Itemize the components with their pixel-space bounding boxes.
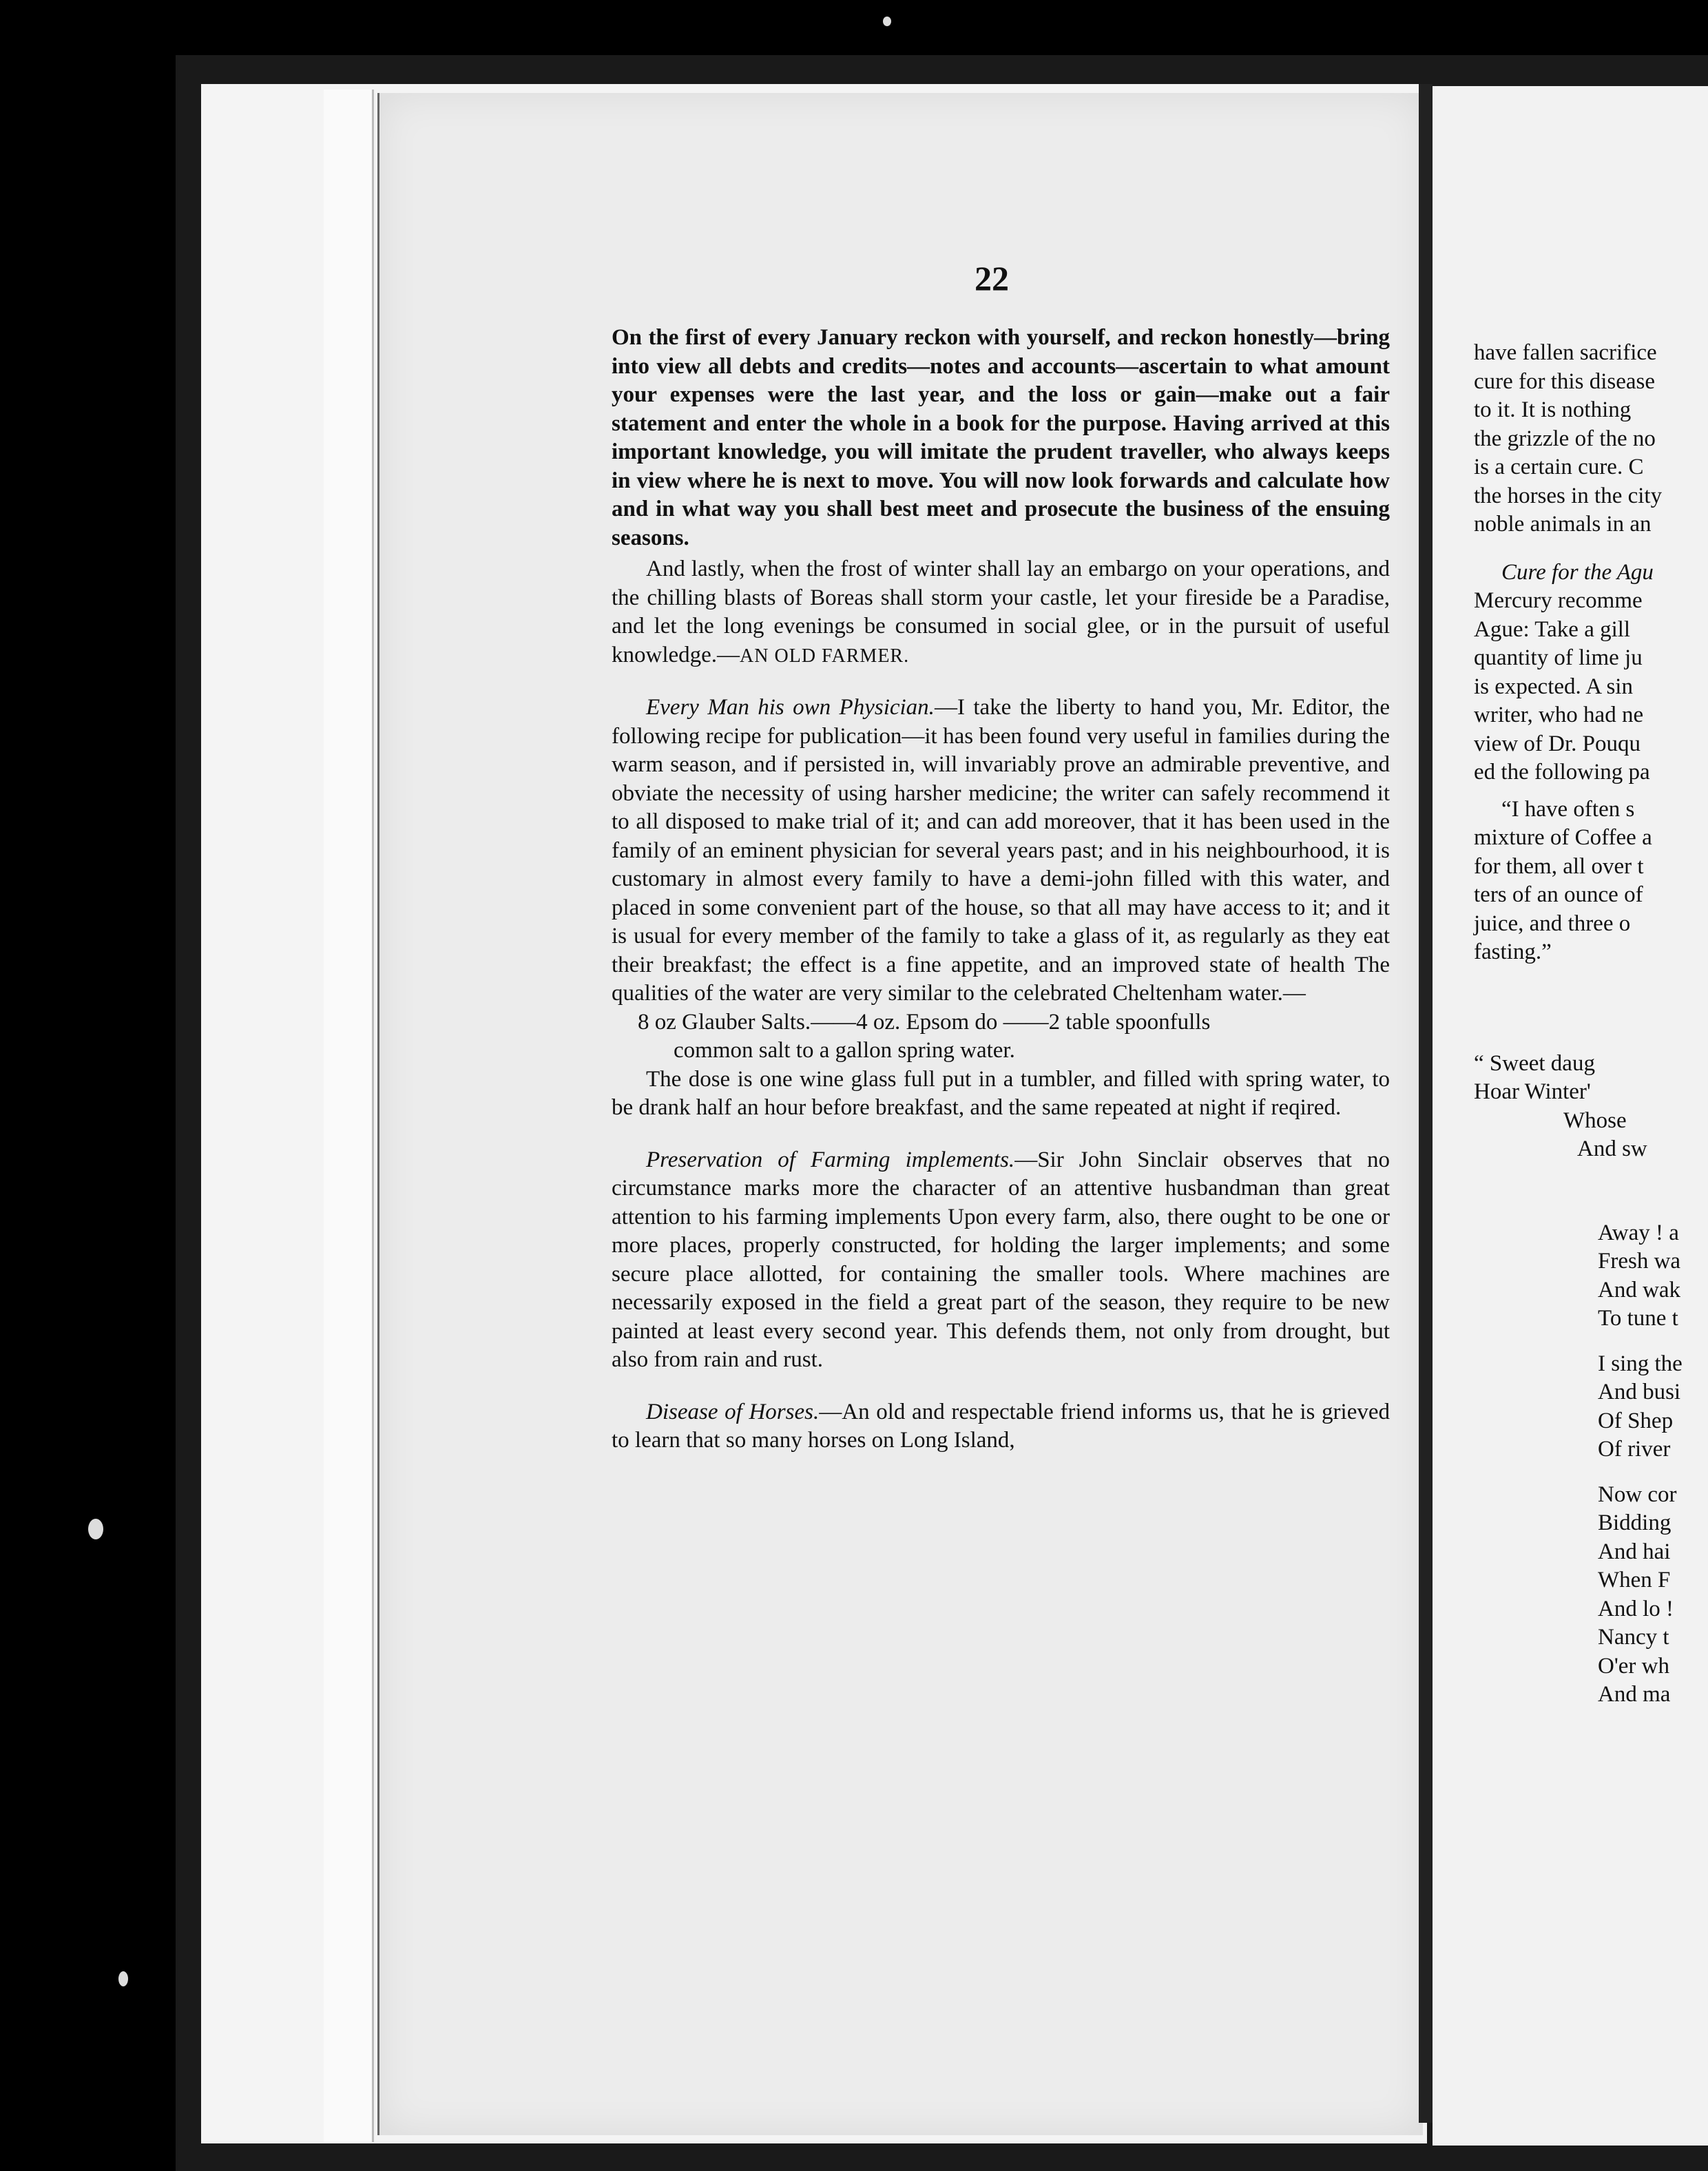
poem-line: Nancy t [1598,1625,1669,1650]
poem-line: To tune t [1598,1306,1678,1331]
poem-line: I sing the [1598,1351,1683,1376]
physician-heading: Every Man his own Physician. [646,695,935,720]
poem-line: Hoar Winter' [1474,1079,1591,1104]
text-line: “I have often s [1501,796,1635,822]
text-line: is a certain cure. C [1474,455,1644,479]
horses-section [612,1398,1390,1455]
scan-speck [883,17,891,26]
ague-heading: Cure for the Agu [1501,559,1654,585]
poem-line: Away ! a [1598,1220,1679,1245]
implements-section [612,1146,1390,1375]
lastly-paragraph [612,555,1390,670]
poem-line: “ Sweet daug [1474,1050,1595,1076]
implements-body: —Sir John Sinclair observes that no circumstance marks more the character of an attentive husbandman than great attention to his farming implements Upon every farm, also, there ought to be one or more places, properly constructed, for holding the larger implements; and some secure place allotted, for containing the smaller tools. Where machines are necessarily exposed in the field a great part of the season, they require to be new painted at least every second year. This defends them, not only from drought, but also from rain and rust. [612,1147,1390,1372]
poem-line: And sw [1577,1136,1647,1161]
page-edge-strip [324,90,374,2142]
right-column-text [1474,339,1708,1710]
dose-paragraph: The dose is one wine glass full put in a tumbler, and filled with spring water, to be drank half an hour before breakfast, and the same repeated at night if reqired. [612,1066,1390,1120]
poem-line: Fresh wa [1598,1249,1681,1274]
poem-stanza-1 [1474,1050,1708,1164]
horses-heading: Disease of Horses. [646,1399,820,1424]
physician-body: —I take the liberty to hand you, Mr. Editor, the following recipe for publication—it has been found very useful in families during the warm season, and if persisted in, will invariably prove an admirable preventive, and obviate the necessity of using harsher medicine; the writer can safely recommend it to all disposed to make trial of it; and can add moreover, that it has been used in the family of an eminent physician for several years past; and in his neighbourhood, it is customary in almost every family to have a demi-john filled with this water, and placed in some convenient part of the house, so that all may have access to it; and it is usual for every member of the family to take a glass of it, as regularly as they eat their breakfast; the effect is a fine appetite, and an improved state of health The qualities of the water are very similar to the celebrated Cheltenham water.— [612,695,1390,1006]
recipe-line-2: common salt to a gallon spring water. [674,1038,1015,1063]
text-line: ed the following pa [1474,760,1650,785]
poem-line: And hai [1598,1539,1671,1564]
poem-line: And busi [1598,1380,1681,1404]
text-line: the grizzle of the no [1474,426,1656,451]
book-gutter [1419,84,1433,2123]
poem-stanza-3 [1474,1350,1708,1464]
poem-stanza-2 [1474,1219,1708,1333]
recipe-line-1: 8 oz Glauber Salts.——4 oz. Epsom do ——2 table spoonfulls [638,1009,1211,1035]
text-line: writer, who had ne [1474,703,1644,727]
poem-line: And wak [1598,1277,1681,1302]
lastly-text: And lastly, when the frost of winter shall lay an embargo on your operations, and the chilling blasts of Boreas shall storm your castle, let your fireside be a Paradise, and let the long evenings be consumed in social glee, or in the pursuit of useful knowledge.— [612,557,1390,667]
text-line: fasting.” [1474,939,1552,964]
poem-line: O'er wh [1598,1653,1669,1679]
january-paragraph: On the first of every January reckon with yourself, and reckon honestly—bring into view all debts and credits—notes and accounts—ascertain to what amount your expenses were the last year, and the loss or gain—make out a fair statement and enter the whole in a book for the purpose. Having arrived at this important knowledge, you will imitate the prudent traveller, who always keeps in view where he is next to move. You will now look forwards and calculate how and in what way you shall best meet and prosecute the business of the ensuing seasons. [612,325,1390,550]
text-line: noble animals in an [1474,512,1652,537]
text-line: the horses in the city [1474,483,1663,508]
text-line: Mercury recomme [1474,588,1643,613]
text-line: Ague: Take a gill [1474,616,1631,642]
poem-line: And ma [1598,1682,1671,1707]
text-line: quantity of lime ju [1474,645,1643,670]
text-line: to it. It is nothing [1474,397,1632,422]
right-block-2 [1474,559,1708,787]
page-number: 22 [975,259,1009,298]
horses-body: —An old and respectable friend informs us, that he is grieved to learn that so many horses on Long Island, [612,1399,1391,1453]
text-line: mixture of Coffee a [1474,825,1652,850]
poem-line: Bidding [1598,1510,1671,1535]
text-line: ters of an ounce of [1474,882,1643,907]
text-line: view of Dr. Pouqu [1474,731,1641,756]
poem-line: When F [1598,1568,1671,1592]
implements-heading: Preservation of Farming implements. [646,1147,1015,1172]
poem-line: Whose [1563,1108,1627,1133]
text-line: for them, all over t [1474,853,1644,879]
text-line: have fallen sacrifice [1474,340,1657,365]
poem-line: Now cor [1598,1482,1677,1507]
poem-line: Of Shep [1598,1408,1674,1433]
poem-line: Of river [1598,1437,1671,1462]
right-block-3 [1474,796,1708,967]
scan-speck [118,1971,128,1986]
left-column-text [612,324,1390,1455]
physician-paragraph [612,694,1390,1008]
signature: AN OLD FARMER. [740,645,910,667]
physician-section [612,694,1390,1123]
scan-speck [88,1519,103,1539]
text-line: juice, and three o [1474,911,1631,936]
poem-stanza-4 [1474,1481,1708,1710]
right-block-1 [1474,339,1708,539]
text-line: is expected. A sin [1474,674,1633,699]
text-line: cure for this disease [1474,368,1655,394]
poem-line: And lo ! [1598,1596,1674,1621]
implements-paragraph [612,1146,1390,1375]
horses-paragraph [612,1398,1390,1455]
